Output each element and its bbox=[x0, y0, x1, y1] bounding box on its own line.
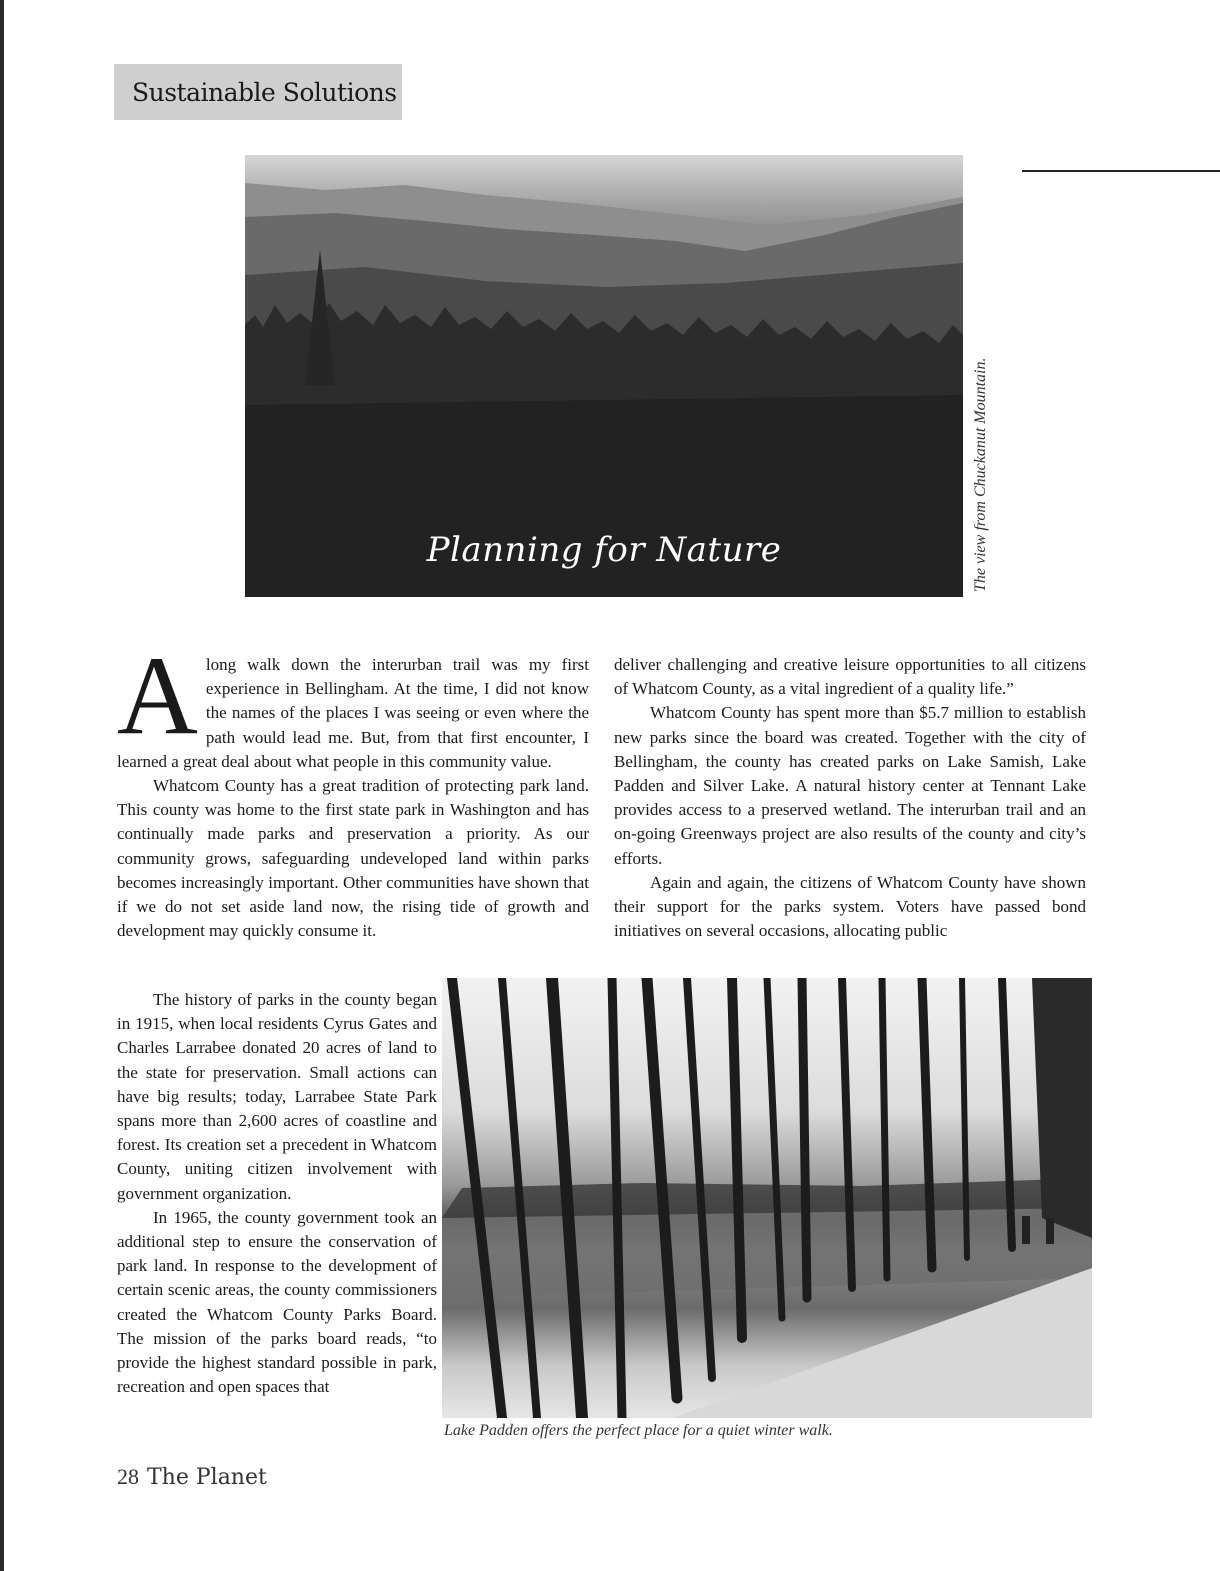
article-paragraph: The history of parks in the county began in 1915, when local residents Cyrus Gates and Charles Larrabee donated 20 acres of land to the state for preservation. Small actions can have big results; today, Larrabee State Park spans more than 2,600 acres of coastline and forest. Its creation set a precedent in Whatcom County, uniting citizen involvement with government organization. bbox=[117, 990, 437, 1203]
photo-caption: Lake Padden offers the perfect place for a quiet winter walk. bbox=[444, 1422, 833, 1439]
article-column-narrow bbox=[117, 988, 437, 1399]
article-paragraph: Whatcom County has a great tradition of protecting park land. This county was home to the first state park in Washington and has continually made parks and preservation a priority. As our community grows, safeguarding undeveloped land within parks becomes increasingly important. Other communities have shown that if we do not set aside land now, the rising tide of growth and development may quickly consume it. bbox=[117, 776, 589, 941]
hero-photo bbox=[245, 155, 963, 597]
article-column-left bbox=[117, 634, 589, 943]
page-footer bbox=[117, 1464, 267, 1490]
magazine-name: The Planet bbox=[147, 1465, 267, 1490]
page-edge-rule bbox=[0, 0, 4, 1571]
page-number: 28 bbox=[117, 1464, 139, 1489]
hero-title: Planning for Nature bbox=[426, 530, 782, 570]
article-paragraph: Whatcom County has spent more than $5.7 million to establish new parks since the board was created. Together with the city of Bellingham, the county has created parks on Lake Samish, Lake Padden and Silver Lake. A natural history center at Tennant Lake provides access to a preserved wetland. The interurban trail and an on-going Greenways project are also results of the county and city’s efforts. bbox=[614, 703, 1086, 868]
header-rule bbox=[1022, 170, 1220, 172]
article-paragraph: deliver challenging and creative leisure opportunities to all citizens of Whatcom County, as a vital ingredient of a quality life.” bbox=[614, 655, 1086, 699]
article-intro: long walk down the interurban trail was my first experience in Bellingham. At the time, I did not know the names of the places I was seeing or even where the path would lead me. But, from that first encounter, I learned a great deal about what people in this community value. bbox=[117, 655, 589, 771]
section-title: Sustainable Solutions bbox=[132, 77, 397, 107]
article-column-right bbox=[614, 653, 1086, 943]
article-paragraph: Again and again, the citizens of Whatcom County have shown their support for the parks system. Voters have passed bond initiatives on several occasions, allocating public bbox=[614, 872, 1086, 941]
winter-trees-illustration bbox=[442, 978, 1092, 1418]
drop-cap: A bbox=[117, 634, 198, 758]
lake-trail-photo bbox=[442, 978, 1092, 1418]
hero-caption: The view from Chuckanut Mountain. bbox=[972, 357, 989, 592]
article-paragraph: In 1965, the county government took an additional step to ensure the conservation of park land. In response to the development of certain scenic areas, the county commissioners created the Whatcom County Parks Board. The mission of the parks board reads, “to provide the highest standard possible in park, recreation and open spaces that bbox=[117, 1207, 437, 1397]
section-tag bbox=[114, 64, 402, 120]
